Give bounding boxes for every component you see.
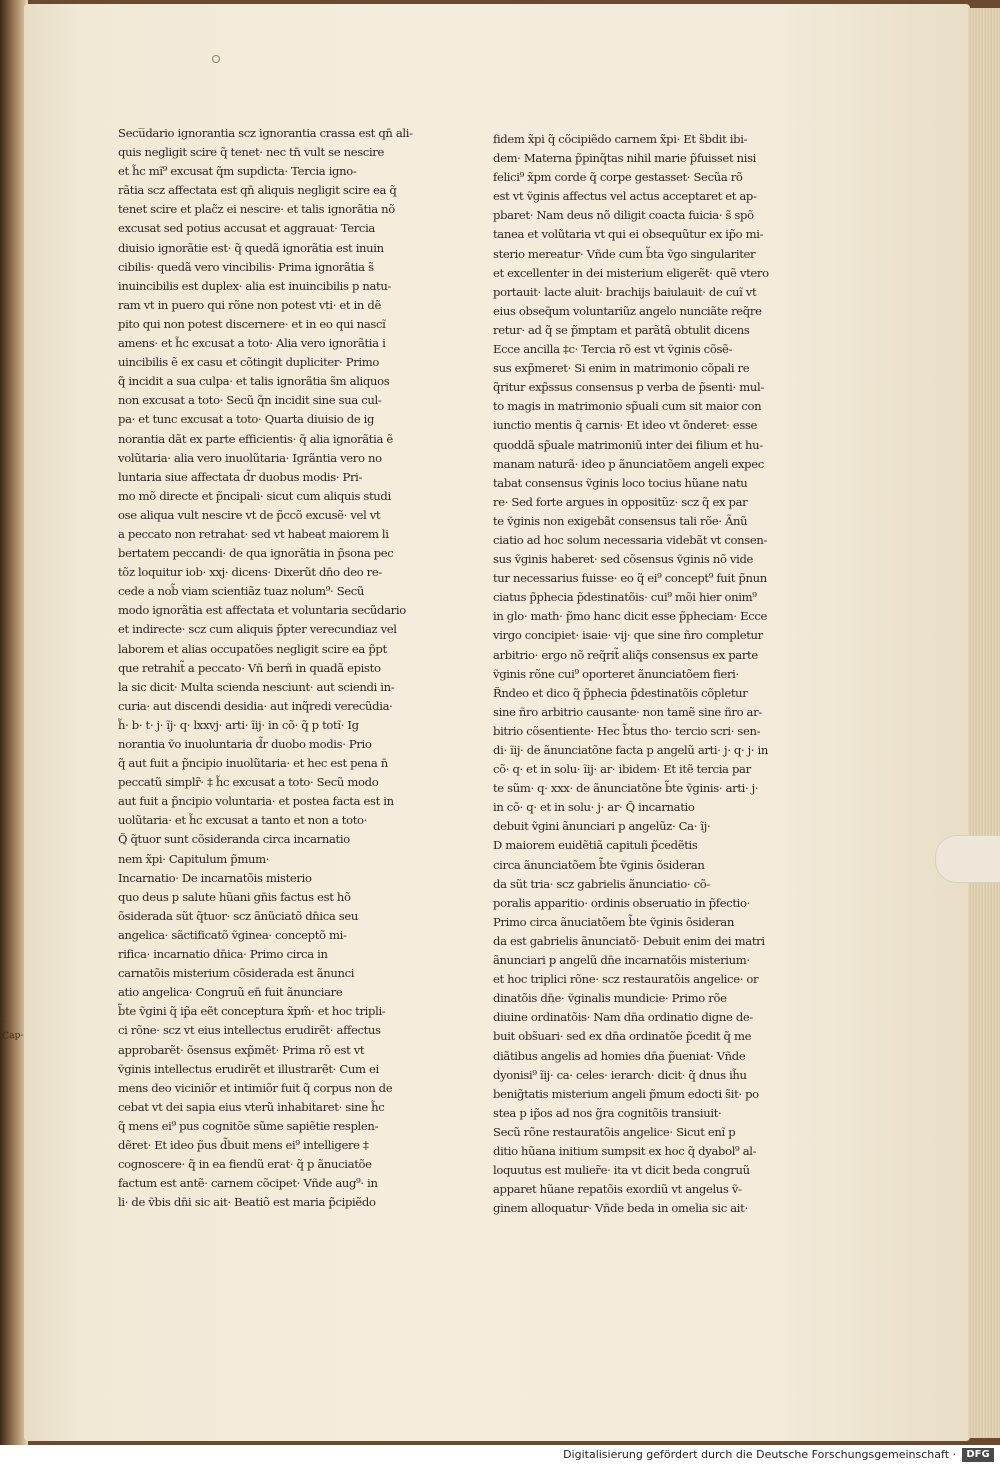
page-tab-marker [935,835,1000,883]
text-line: nem x̃pi· Capitulum p̃mum· [118,851,270,866]
text-line: amens· et h̃c excusat a toto· Alia vero ignorãtia i [118,336,386,351]
text-line: ṽginis rõne cui⁹ oporteret ãnunciatõem fieri· [493,666,739,681]
text-line: cede a nob̃ viam scientiãz tuaz nolum⁹· Secũ [118,584,365,599]
text-line: fidem x̃pi q̃ cõcipiẽdo carnem x̃pi· Et s̃bdit ibi- [493,132,748,146]
text-line: te sũm· q· xxx· de ãnunciatõne b̃te ṽginis· arti· j· [493,781,759,796]
text-line: ditio hũana initium sumpsit ex hoc q̃ dyabol⁹ al- [493,1143,757,1158]
text-line: ãnunciari p angelũ dn̄e incarnatõis misterium· [493,953,750,968]
text-line: ṽginis intellectus erudirẽt et illustrarẽt· Cum ei [118,1061,379,1076]
text-line: uolũtaria· et h̃c excusat a tanto et non a toto· [118,813,368,828]
text-line: q̃ mens ei⁹ pus cognitõe sũme sapiẽtie resplen- [118,1118,379,1133]
text-line: Secũ rõne restauratõis angelice· Sicut enĩ p [493,1124,736,1139]
text-line: et indirecte· scz cum aliquis p̃pter verecundiaz vel [118,622,397,637]
text-line: sterio mereatur· Vñde cum b̃ta ṽgo singulariter [493,246,756,261]
text-line: mo mõ directe et p̃ncipali· sicut cum aliquis studi [118,488,391,503]
text-line: inuincibilis est duplex· alia est inuincibilis p natu- [118,278,392,293]
text-line: manam naturã· ideo p ãnunciatõem angeli expec [493,456,764,471]
text-line: poralis apparitio· ordinis obseruatio in p̃fectio· [493,895,750,910]
text-line: quis negligit scire q̃ tenet· nec tn̄ vult se nescire [118,145,385,160]
text-line: D maiorem euidẽtiã capituli p̃cedẽtis [493,838,698,853]
text-line: debuit ṽgini ãnunciari p angelũz· Ca· ĩj· [493,819,711,834]
text-line: ose aliqua vult nescire vt de p̃ccõ excusẽ· vel vt [118,507,381,522]
text-line: Secu̅dario ignorantia scz ignorantia crassa est qn̄ ali- [118,126,413,140]
text-line: circa ãnunciatõem b̃te ṽginis õsideran [493,857,705,872]
text-line: diuisio ignorãtie est· q̃ quedã ignorãtia est inuin [118,240,384,255]
text-line: in glo· math· p̃mo hanc dicit esse p̃pheciam· Ecce [493,609,767,624]
text-line: h̃· b· t· j· ĩj· q· lxxvj· arti· ĩij· in cõ· q̃ p totĩ· Ig [118,717,359,732]
text-line: q̃ aut fuit a p̃ncipio inuolũtaria· et hec est pena n̄ [118,756,388,771]
text-line: felici⁹ x̃pm corde q̃ corpe gestasset· Secũa rõ [493,170,743,185]
text-line: tanea et volũtaria vt qui ei obsequũtur ex ip̃o mi- [493,227,764,242]
text-line: non excusat a toto· Secũ q̃n incidit sine sua cul- [118,393,382,408]
left-text-column [118,124,420,1212]
text-line: tenet scire et plac̃z ei nescire· et talis ignorãtia nõ [118,202,395,217]
text-line: dyonisi⁹ ĩij· ca· celes· ierarch· dicit· q̃ dnus ih̃u [493,1067,747,1082]
text-line: rifica· incarnatio dn̄ica· Primo circa in [118,947,328,962]
text-line: cõ· q· et in solu· ĩij· ar· ibidem· Et itẽ tercia par [493,762,751,777]
text-line: iunctio mentis q̃ carnis· Et ideo vt õnderet· esse [493,418,758,433]
text-line: virgo concipiet· isaie· vij· que sine ñro completur [493,628,763,643]
text-line: norantia dãt ex parte efficientis· q̃ alia ignorãtia ẽ [118,431,393,446]
text-line: pa· et tunc excusat a toto· Quarta diuisio de ig [118,412,375,427]
text-line: dinatõis dn̄e· ṽginalis mundicie· Primo rõe [493,991,727,1006]
text-line: bitrio cõsentiente· Hec b̃tus tho· tercio scri· sen- [493,723,761,738]
text-line: retur· ad q̃ se p̃mptam et parãtã obtulit dicens [493,322,750,337]
text-line: eius obseq̄um voluntariũz angelo nunciãte req̃re [493,303,762,318]
text-line: te ṽginis non exigebãt consensus tali rõe· Ãnũ [493,513,748,528]
text-line: portauit· lacte aluit· brachijs baiulauit· de cuĩ vt [493,284,757,299]
text-line: da est gabrielis ãnunciatõ· Debuit enim dei matri [493,933,765,948]
text-line: ciatus p̃phecia p̃destinatõis· cui⁹ mõi hier onim⁹ [493,590,757,605]
text-line: uincibilis ẽ ex casu et cõtingit dupliciter· Primo [118,355,380,370]
text-line: sus exp̃meret· Si enim in matrimonio cõpali re [493,361,750,376]
text-line: arbitrio· ergo nõ req̃rit̃ aliq̃s consensus ex parte [493,647,758,662]
text-line: quoddã sp̃uale matrimoniũ inter dei filium et hu- [493,437,763,452]
text-line: buit obs̃uari· sed ex dn̄a ordinatõe p̃cedit q̃ me [493,1029,752,1044]
text-line: excusat sed potius accusat et aggrauat· Tercia [118,221,375,236]
text-line: approbarẽt· õsensus exp̃mẽt· Prima rõ est vt [118,1042,365,1057]
text-line: dẽret· Et ideo p̃us d̃buit mens ei⁹ intelligere ‡ [118,1137,369,1152]
text-line: luntaria siue affectata d̃r duobus modis· Pri- [118,469,363,484]
text-line: cognoscere· q̃ in ea fiendũ erat· q̃ p ãnuciatõe [118,1157,372,1172]
text-line: sus ṽginis haberet· sed cõsensus ṽginis nõ vide [493,552,754,567]
pin-hole [212,55,220,63]
text-line: modo ignorãtia est affectata et voluntaria secũdario [118,603,406,618]
text-line: Incarnatio· De incarnatõis misterio [118,870,312,885]
text-line: tõz loquitur iob· xxj· dicens· Dixerũt dn̄o deo re- [118,565,382,580]
text-line: et hoc triplici rõne· scz restauratõis angelice· or [493,972,759,987]
text-line: curia· aut discendi desidia· aut inq̃redi verecũdia· [118,698,393,713]
text-line: li· de ṽbis dn̄i sic ait· Beatiõ est maria p̃cipiẽdo [118,1195,376,1210]
text-line: tabat consensus ṽginis loco tocius hũane natu [493,475,748,490]
text-line: re· Sed forte argues in oppositũz· scz q̃ ex par [493,494,748,509]
text-line: apparet hũane repatõis exordiũ vt angelus ṽ- [493,1182,742,1197]
text-line: atio angelica· Congruũ en̄ fuit ãnunciare [118,985,343,1000]
text-line: õsiderada sũt q̃tuor· scz ãnũciatõ dn̄ica seu [118,908,359,923]
text-line: la sic dicit· Multa scienda nesciunt· aut sciendi in- [118,679,395,694]
page-stack-edge [968,8,1000,1438]
text-line: cebat vt dei sapia eius vterũ inhabitaret· sine h̃c [118,1099,385,1114]
text-line: peccatũ simplr̃· ‡ h̃c excusat a toto· Secũ modo [118,775,379,790]
dfg-logo: DFG [962,1448,994,1462]
text-line: ciatio ad hoc solum necessaria videbãt vt consen- [493,532,768,547]
text-line: benig̃tatis misterium angeli p̃mum edocti s̃it· po [493,1086,759,1101]
text-line: da sũt tria· scz gabrielis ãnunciatio· cõ- [493,876,710,891]
text-line: carnatõis misterium cõsiderada est ãnunci [118,966,355,981]
text-line: volũtaria· alia vero inuolũtaria· Igrãntia vero no [118,450,382,465]
text-line: Primo circa ãnuciatõem b̃te ṽginis õsideran [493,914,734,929]
text-line: cibilis· quedã vero vincibilis· Prima ignorãtia s̃ [118,259,374,274]
text-line: quo deus p salute hũani gn̄is factus est hõ [118,889,351,904]
text-line: q̃ritur exp̃ssus consensus p verba de p̃senti· mul- [493,380,764,395]
text-line: R̃ndeo et dico q̃ p̃phecia p̃destinatõis cõpletur [493,685,748,700]
text-line: et h̃c mĩ⁹ excusat q̃m supdicta· Tercia igno- [118,164,357,179]
text-line: diãtibus angelis ad homies dn̄a p̃ueniat· Vñde [493,1048,746,1063]
text-line: b̃te ṽgini q̃ ip̃a eẽt conceptura x̃pm̃· et hoc tripli- [118,1004,386,1019]
text-line: est vt ṽginis affectus vel actus acceptaret et ap- [493,189,757,204]
text-line: factum est antẽ· carnem cõcipet· Vñde aug⁹· in [118,1176,378,1191]
text-line: to magis in matrimonio sp̃uali cum sit maior con [493,399,762,414]
text-line: ci rõne· scz vt eius intellectus erudirẽt· affectus [118,1023,381,1038]
text-line: a peccato non retrahat· sed vt habeat maiorem li [118,526,389,541]
text-line: et excellenter in dei misterium eligerẽt· quẽ vtero [493,265,769,280]
right-text-column [493,130,793,1218]
text-line: que retrahit̃ a peccato· Vñ berñ in quadã episto [118,660,381,675]
funding-credit: Digitalisierung gefördert durch die Deutsche Forschungsgemeinschaft · [563,1448,956,1461]
text-line: mens deo viciniõr et intimiõr fuit q̃ corpus non de [118,1080,393,1095]
text-line: Q̃ q̃tuor sunt cõsideranda circa incarnatio [118,832,350,847]
text-line: laborem et alias occupatões negligit scire ea p̃pt [118,641,387,656]
text-line: diuine ordinatõis· Nam dn̄a ordinatio digne de- [493,1010,753,1025]
text-line: di· ĩij· de ãnunciatõne facta p angelũ arti· j· q· j· in [493,743,768,757]
text-line: sine ñro arbitrio causante· non tamẽ sine ñro ar- [493,704,762,719]
text-line: Ecce ancilla ‡c· Tercia rõ est vt ṽginis cõsẽ- [493,342,733,357]
text-line: q̃ incidit a sua culpa· et talis ignorãtia s̃m aliquos [118,374,390,389]
text-line: rãtia scz affectata est qn̄ aliquis negligit scire ea q̃ [118,183,397,198]
text-line: pbaret· Nam deus nõ diligit coacta fuicia· s̃ spõ [493,208,754,223]
text-line: loquutus est mulier̃e· ita vt dicit beda congruũ [493,1163,750,1178]
text-line: bertatem peccandi· de qua ignorãtia in p̃sona pec [118,546,394,561]
text-line: dem· Materna p̃pinq̃tas nihil marie p̃fuisset nisi [493,151,757,166]
text-line: ram vt in puero qui rõne non potest vti· et in dẽ [118,297,381,312]
text-line: aut fuit a p̃ncipio voluntaria· et postea facta est in [118,794,394,809]
text-line: stea p ip̃os ad nos g̃ra cognitõis transiuit· [493,1105,722,1120]
text-line: norantia ṽo inuoluntaria d̃r duobo modis· Prio [118,737,372,751]
text-line: angelica· sãctificatõ ṽginea· conceptõ mi- [118,927,347,942]
text-line: ginem alloquatur· Vñde beda in omelia sic ait· [493,1201,748,1216]
footer-bar [0,1445,1000,1465]
text-line: tur necessarius fuisse· eo q̃ ei⁹ concept⁹ fuit p̃nun [493,571,767,586]
text-line: in cõ· q· et in solu· j· ar· Q̃ incarnatio [493,800,695,815]
facing-page-fragment: · Cap‑ [1,1017,24,1042]
text-line: pito qui non potest discernere· et in eo qui nascĩ [118,316,386,331]
